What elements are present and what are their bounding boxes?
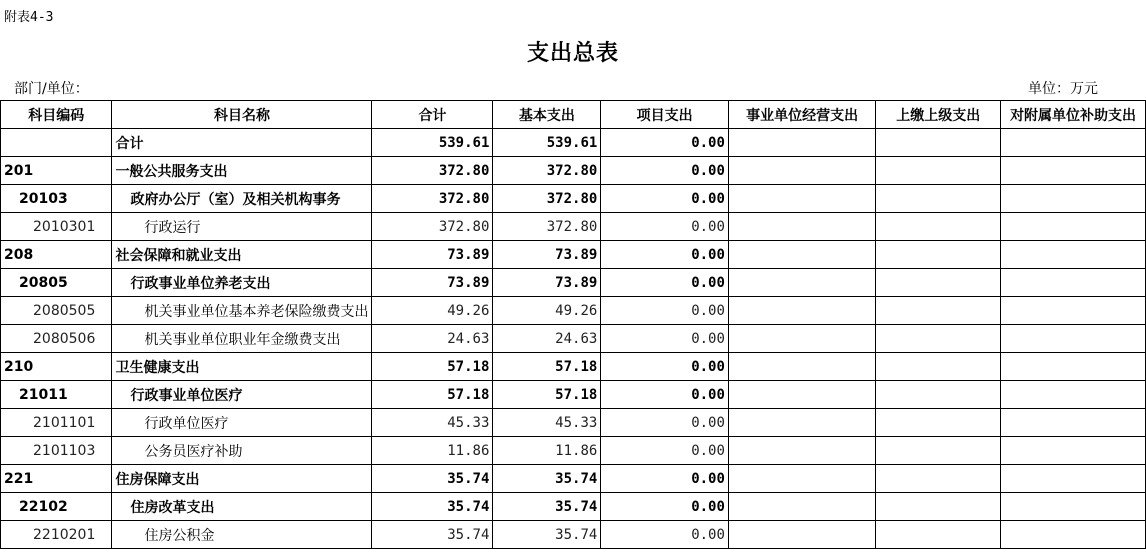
cell-business bbox=[728, 241, 875, 269]
header-name: 科目名称 bbox=[112, 101, 372, 129]
cell-project: 0.00 bbox=[601, 297, 729, 325]
cell-business bbox=[728, 381, 875, 409]
header-total: 合计 bbox=[372, 101, 493, 129]
cell-name: 行政事业单位医疗 bbox=[112, 381, 372, 409]
cell-code: 21011 bbox=[1, 381, 112, 409]
cell-name: 合计 bbox=[112, 129, 372, 157]
cell-basic: 11.86 bbox=[493, 437, 601, 465]
table-row bbox=[1, 353, 1146, 381]
cell-name: 社会保障和就业支出 bbox=[112, 241, 372, 269]
cell-business bbox=[728, 269, 875, 297]
cell-subsidy bbox=[1001, 157, 1146, 185]
table-row bbox=[1, 297, 1146, 325]
cell-business bbox=[728, 325, 875, 353]
cell-project: 0.00 bbox=[601, 409, 729, 437]
cell-basic: 73.89 bbox=[493, 269, 601, 297]
cell-project: 0.00 bbox=[601, 437, 729, 465]
cell-total: 45.33 bbox=[372, 409, 493, 437]
cell-upper bbox=[876, 381, 1001, 409]
cell-code: 201 bbox=[1, 157, 112, 185]
cell-project: 0.00 bbox=[601, 521, 729, 549]
cell-code: 22102 bbox=[1, 493, 112, 521]
cell-name: 一般公共服务支出 bbox=[112, 157, 372, 185]
cell-upper bbox=[876, 241, 1001, 269]
cell-subsidy bbox=[1001, 213, 1146, 241]
cell-code: 2080505 bbox=[1, 297, 112, 325]
cell-total: 372.80 bbox=[372, 185, 493, 213]
cell-total: 372.80 bbox=[372, 157, 493, 185]
cell-upper bbox=[876, 437, 1001, 465]
cell-basic: 73.89 bbox=[493, 241, 601, 269]
cell-total: 11.86 bbox=[372, 437, 493, 465]
cell-basic: 35.74 bbox=[493, 521, 601, 549]
page-title: 支出总表 bbox=[526, 41, 619, 66]
cell-basic: 57.18 bbox=[493, 381, 601, 409]
cell-upper bbox=[876, 129, 1001, 157]
cell-name: 行政事业单位养老支出 bbox=[112, 269, 372, 297]
cell-name: 住房保障支出 bbox=[112, 465, 372, 493]
table-row bbox=[1, 437, 1146, 465]
cell-code: 2101101 bbox=[1, 409, 112, 437]
cell-upper bbox=[876, 157, 1001, 185]
cell-code: 20103 bbox=[1, 185, 112, 213]
table-row bbox=[1, 269, 1146, 297]
cell-total: 57.18 bbox=[372, 381, 493, 409]
cell-business bbox=[728, 185, 875, 213]
cell-total: 35.74 bbox=[372, 493, 493, 521]
table-row bbox=[1, 381, 1146, 409]
cell-name: 卫生健康支出 bbox=[112, 353, 372, 381]
table-note: 附表4-3 bbox=[4, 10, 54, 25]
cell-code: 2101103 bbox=[1, 437, 112, 465]
cell-code: 2210201 bbox=[1, 521, 112, 549]
cell-business bbox=[728, 297, 875, 325]
header-subsidy: 对附属单位补助支出 bbox=[1001, 101, 1146, 129]
table-body bbox=[1, 129, 1146, 549]
cell-code: 2010301 bbox=[1, 213, 112, 241]
cell-total: 372.80 bbox=[372, 213, 493, 241]
table-row bbox=[1, 213, 1146, 241]
cell-name: 政府办公厅（室）及相关机构事务 bbox=[112, 185, 372, 213]
table-row bbox=[1, 465, 1146, 493]
cell-upper bbox=[876, 213, 1001, 241]
cell-total: 73.89 bbox=[372, 269, 493, 297]
cell-business bbox=[728, 493, 875, 521]
cell-code: 221 bbox=[1, 465, 112, 493]
cell-project: 0.00 bbox=[601, 493, 729, 521]
cell-name: 住房公积金 bbox=[112, 521, 372, 549]
table-row bbox=[1, 409, 1146, 437]
cell-subsidy bbox=[1001, 465, 1146, 493]
cell-name: 机关事业单位基本养老保险缴费支出 bbox=[112, 297, 372, 325]
cell-code: 20805 bbox=[1, 269, 112, 297]
cell-total: 35.74 bbox=[372, 521, 493, 549]
cell-basic: 49.26 bbox=[493, 297, 601, 325]
cell-subsidy bbox=[1001, 297, 1146, 325]
cell-subsidy bbox=[1001, 437, 1146, 465]
cell-business bbox=[728, 353, 875, 381]
cell-basic: 24.63 bbox=[493, 325, 601, 353]
cell-subsidy bbox=[1001, 269, 1146, 297]
table-row bbox=[1, 493, 1146, 521]
header-project: 项目支出 bbox=[601, 101, 729, 129]
cell-subsidy bbox=[1001, 409, 1146, 437]
cell-subsidy bbox=[1001, 325, 1146, 353]
cell-upper bbox=[876, 297, 1001, 325]
cell-project: 0.00 bbox=[601, 465, 729, 493]
cell-subsidy bbox=[1001, 493, 1146, 521]
table-row bbox=[1, 157, 1146, 185]
header-business: 事业单位经营支出 bbox=[728, 101, 875, 129]
table-row bbox=[1, 325, 1146, 353]
cell-basic: 372.80 bbox=[493, 157, 601, 185]
cell-project: 0.00 bbox=[601, 269, 729, 297]
table-row bbox=[1, 521, 1146, 549]
cell-upper bbox=[876, 493, 1001, 521]
cell-subsidy bbox=[1001, 353, 1146, 381]
cell-subsidy bbox=[1001, 129, 1146, 157]
cell-business bbox=[728, 437, 875, 465]
cell-total: 539.61 bbox=[372, 129, 493, 157]
cell-code: 208 bbox=[1, 241, 112, 269]
cell-project: 0.00 bbox=[601, 381, 729, 409]
cell-business bbox=[728, 213, 875, 241]
cell-project: 0.00 bbox=[601, 353, 729, 381]
cell-basic: 45.33 bbox=[493, 409, 601, 437]
cell-name: 行政单位医疗 bbox=[112, 409, 372, 437]
cell-upper bbox=[876, 465, 1001, 493]
cell-total: 24.63 bbox=[372, 325, 493, 353]
cell-basic: 35.74 bbox=[493, 465, 601, 493]
cell-project: 0.00 bbox=[601, 213, 729, 241]
cell-code bbox=[1, 129, 112, 157]
cell-name: 公务员医疗补助 bbox=[112, 437, 372, 465]
cell-upper bbox=[876, 325, 1001, 353]
cell-upper bbox=[876, 269, 1001, 297]
cell-subsidy bbox=[1001, 241, 1146, 269]
cell-basic: 57.18 bbox=[493, 353, 601, 381]
cell-upper bbox=[876, 521, 1001, 549]
cell-basic: 372.80 bbox=[493, 213, 601, 241]
cell-upper bbox=[876, 353, 1001, 381]
table-row bbox=[1, 129, 1146, 157]
cell-business bbox=[728, 129, 875, 157]
cell-total: 57.18 bbox=[372, 353, 493, 381]
cell-code: 210 bbox=[1, 353, 112, 381]
cell-subsidy bbox=[1001, 381, 1146, 409]
cell-code: 2080506 bbox=[1, 325, 112, 353]
cell-upper bbox=[876, 409, 1001, 437]
department-label: 部门/单位： bbox=[14, 81, 89, 97]
cell-subsidy bbox=[1001, 185, 1146, 213]
cell-project: 0.00 bbox=[601, 185, 729, 213]
cell-total: 49.26 bbox=[372, 297, 493, 325]
header-basic: 基本支出 bbox=[493, 101, 601, 129]
cell-upper bbox=[876, 185, 1001, 213]
header-code: 科目编码 bbox=[1, 101, 112, 129]
cell-total: 35.74 bbox=[372, 465, 493, 493]
cell-business bbox=[728, 465, 875, 493]
cell-subsidy bbox=[1001, 521, 1146, 549]
cell-basic: 539.61 bbox=[493, 129, 601, 157]
cell-business bbox=[728, 521, 875, 549]
cell-project: 0.00 bbox=[601, 129, 729, 157]
cell-name: 机关事业单位职业年金缴费支出 bbox=[112, 325, 372, 353]
cell-project: 0.00 bbox=[601, 325, 729, 353]
table-row bbox=[1, 185, 1146, 213]
cell-project: 0.00 bbox=[601, 241, 729, 269]
cell-project: 0.00 bbox=[601, 157, 729, 185]
unit-label: 单位：万元 bbox=[1028, 81, 1098, 97]
expenditure-table bbox=[0, 100, 1146, 549]
cell-total: 73.89 bbox=[372, 241, 493, 269]
cell-name: 住房改革支出 bbox=[112, 493, 372, 521]
table-header-row bbox=[1, 101, 1146, 129]
cell-business bbox=[728, 409, 875, 437]
table-row bbox=[1, 241, 1146, 269]
cell-basic: 372.80 bbox=[493, 185, 601, 213]
header-upper: 上缴上级支出 bbox=[876, 101, 1001, 129]
cell-name: 行政运行 bbox=[112, 213, 372, 241]
cell-basic: 35.74 bbox=[493, 493, 601, 521]
cell-business bbox=[728, 157, 875, 185]
